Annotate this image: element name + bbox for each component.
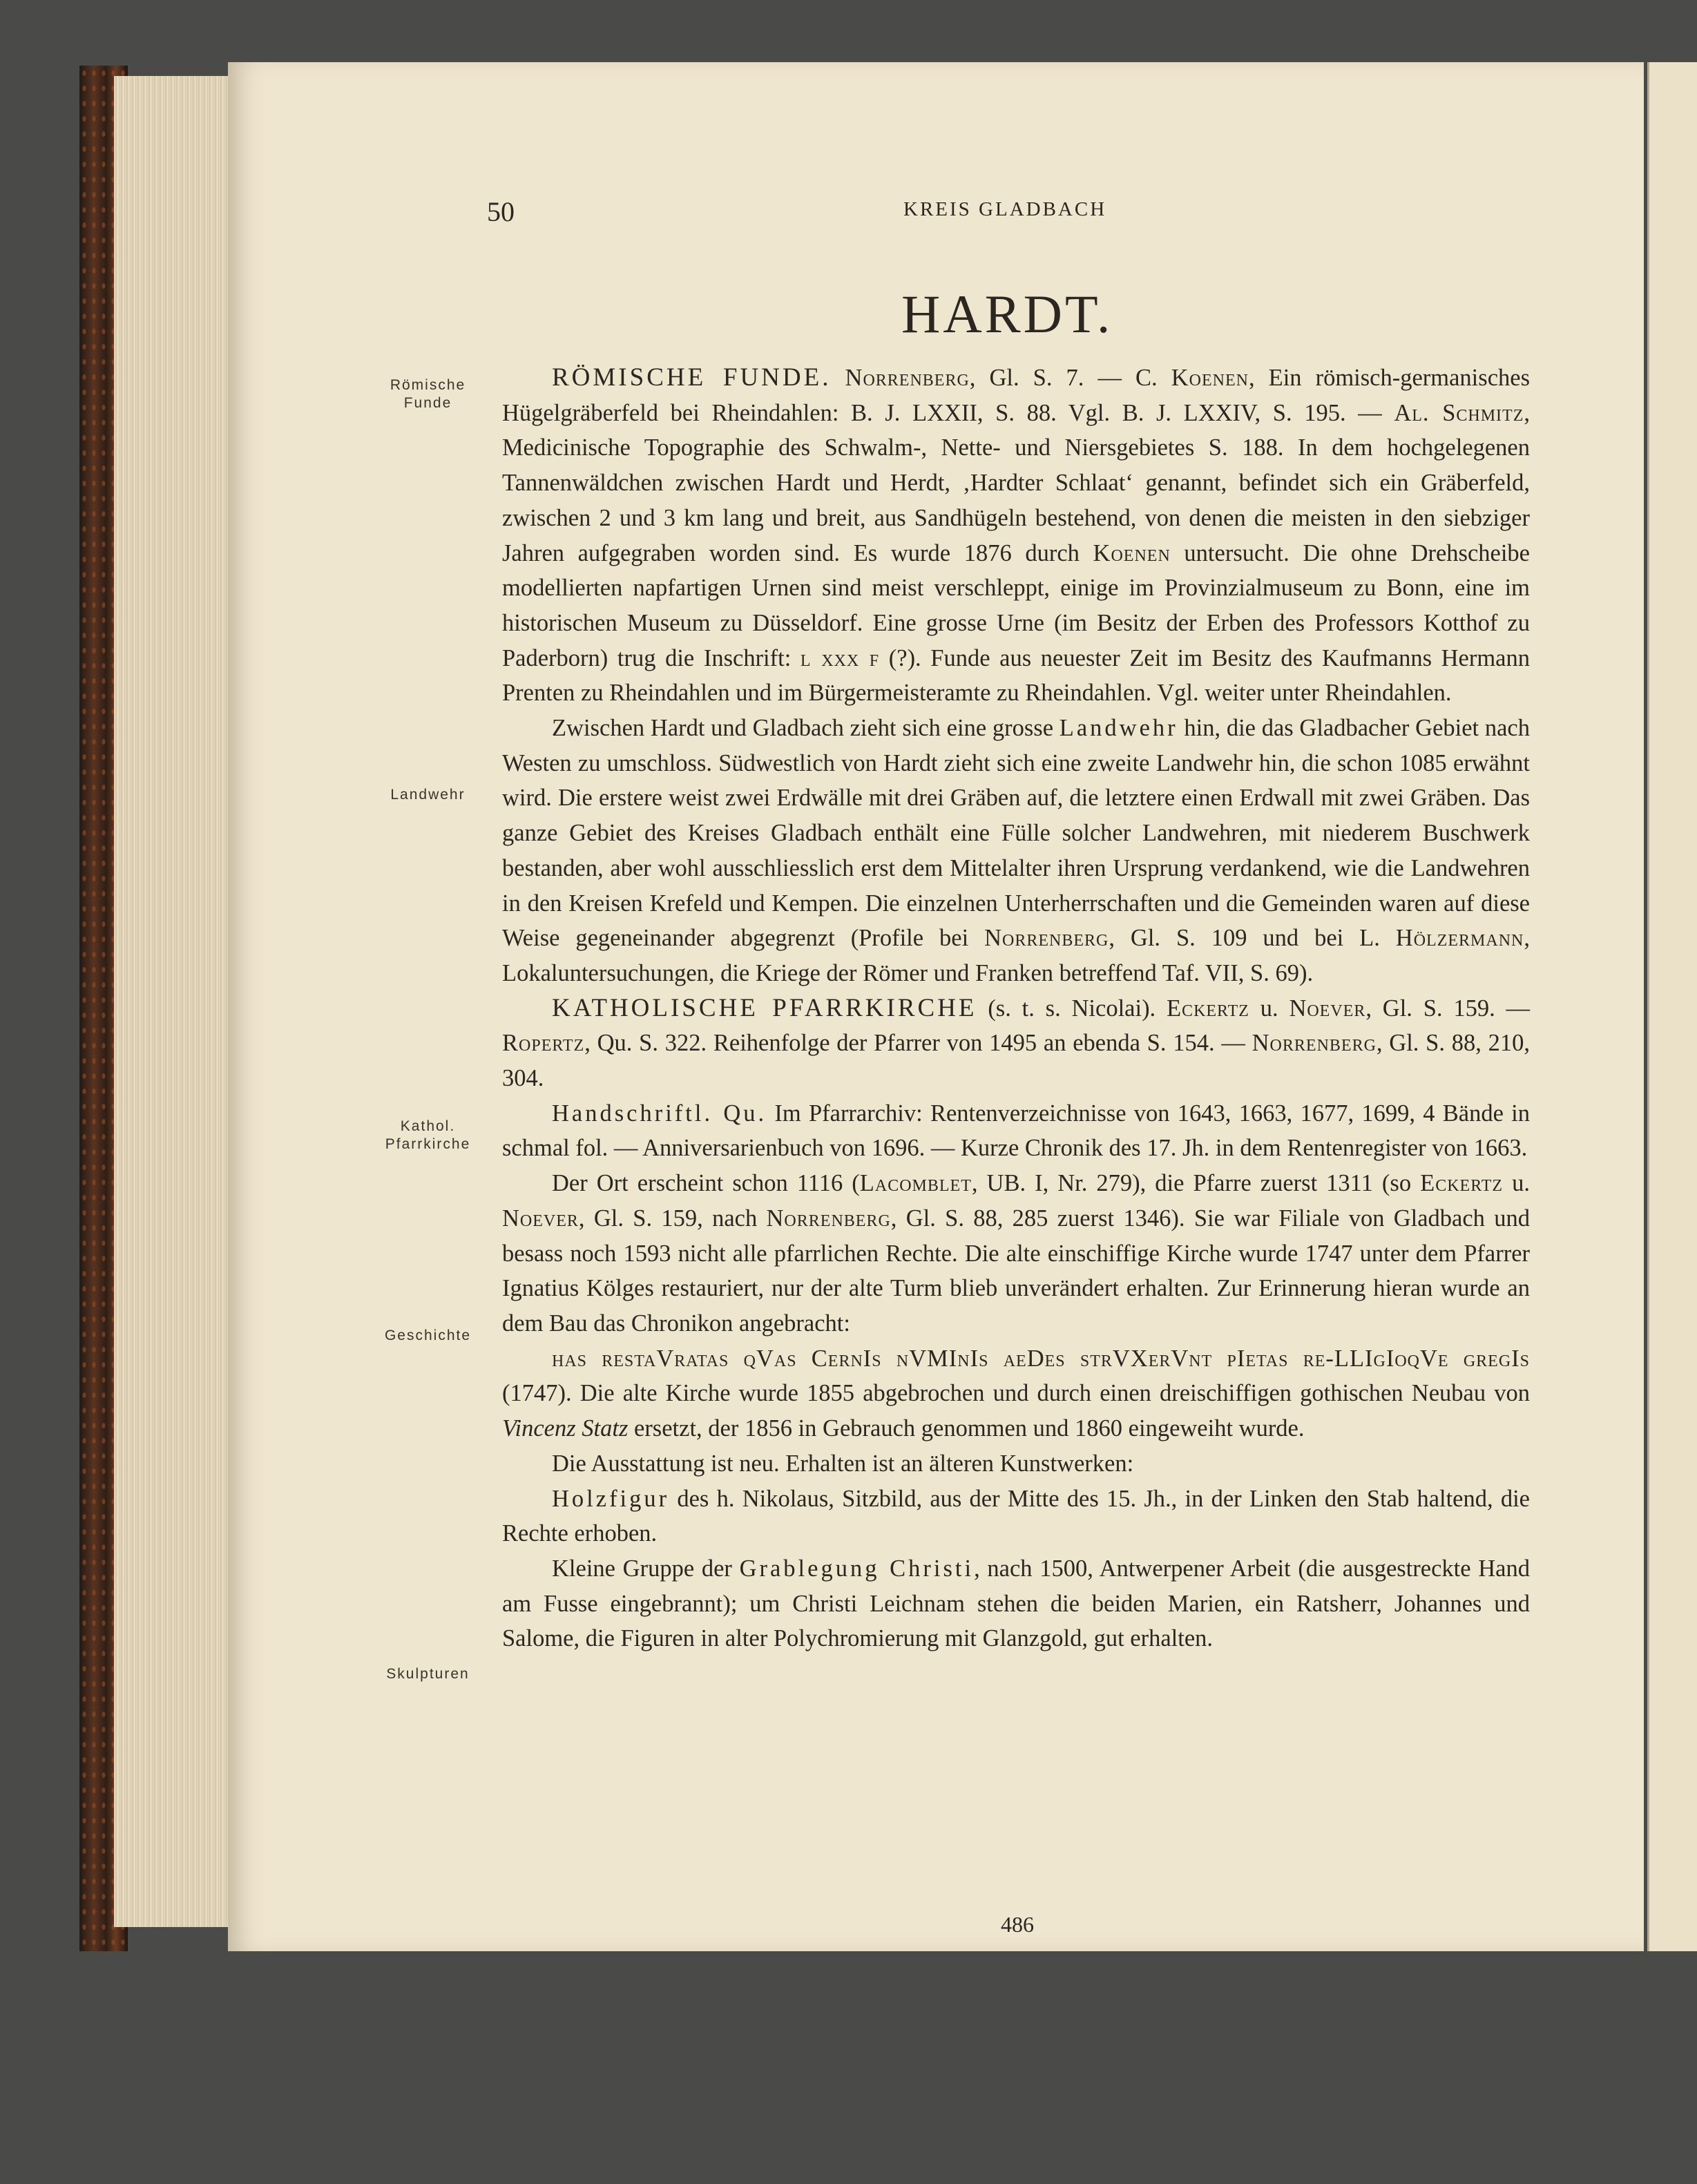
- paragraph-geschichte: [502, 1166, 1530, 1341]
- spaced-term: Landwehr: [1059, 715, 1178, 742]
- page-edges: [114, 76, 242, 1927]
- text-run: , Gl. S. 159, nach: [578, 1205, 767, 1232]
- text-run: , Ein römisch-germanisches Hügelgräberfeld bei Rheindahlen: B. J. LXXII, S. 88. Vgl. B. J. LXXIV, S. 195. —: [502, 365, 1530, 426]
- author-name: Norrenberg: [984, 925, 1109, 952]
- paragraph-quellen: [502, 1096, 1530, 1166]
- text-run: u.: [1503, 1170, 1530, 1197]
- page-number: 50: [487, 196, 515, 227]
- text-run: , Gl. S. 7. — C.: [969, 365, 1171, 391]
- paragraph-roemische-funde: [502, 361, 1530, 711]
- text-run: [831, 365, 845, 391]
- text-run: (s. t. s. Nicolai).: [977, 995, 1167, 1022]
- running-title: KREIS GLADBACH: [903, 198, 1107, 220]
- text-run: (1747). Die alte Kirche wurde 1855 abgebrochen und durch einen dreischiffigen gothischen Neubau von: [502, 1380, 1530, 1407]
- paragraph-landwehr: [502, 711, 1530, 991]
- text-run: , Medicinische Topographie des Schwalm-, Nette- und Niersgebietes S. 188. In dem hochgelegenen Tannenwäldchen zwischen Hardt und Herdt, ‚Hardter Schlaat‘ genannt, befindet sich ein Gräberfeld, zwischen 2 und 3 km lang und breit, aus Sandhügeln bestehend, von denen die meisten in den siebziger Jahren aufgegraben worden sind. Es wurde 1876 durch: [502, 399, 1530, 566]
- text-run: , Gl. S. 88, 285 zuerst 1346). Sie war Filiale von Gladbach und besass noch 1593 nicht alle pfarrlichen Rechte. Die alte einschiffige Kirche wurde 1747 unter dem Pfarrer Ignatius Kölges restauriert, nur der alte Turm blieb unverändert erhalten. Zur Erinnerung hieran wurde an dem Bau das Chronikon angebracht:: [502, 1205, 1530, 1337]
- author-name: Noever: [1289, 995, 1366, 1022]
- paragraph-ausstattung: [502, 1446, 1530, 1482]
- author-name: Norrenberg: [1252, 1030, 1377, 1057]
- author-name: Al. Schmitz: [1394, 399, 1524, 426]
- author-name: Koenen: [1093, 539, 1171, 566]
- spaced-term: Holzfigur: [552, 1485, 670, 1512]
- facing-page-edge: [1647, 62, 1697, 1951]
- margin-note-pfarrkirche: Kathol. Pfarrkirche: [385, 1118, 471, 1152]
- paragraph-pfarrkirche: [502, 991, 1530, 1096]
- paragraph-chronikon: [502, 1341, 1530, 1446]
- text-run: , UB. I, Nr. 279), die Pfarre zuerst 1311 (so: [971, 1170, 1421, 1197]
- signature-number: 486: [1001, 1912, 1034, 1937]
- paragraph-grablegung: [502, 1551, 1530, 1656]
- text-run: u.: [1249, 995, 1289, 1022]
- spaced-term: Grablegung Christi: [739, 1555, 975, 1582]
- author-name: Lacomblet: [859, 1170, 972, 1197]
- text-run: Kleine Gruppe der: [552, 1555, 740, 1582]
- text-run: , Gl. S. 109 und bei L.: [1109, 925, 1396, 952]
- author-name: Norrenberg: [845, 365, 970, 391]
- text-run: untersucht. Die ohne Drehscheibe modellierten napfartigen Urnen sind meist verschleppt, einige im Provinzialmuseum zu Bonn, eine im historischen Museum zu Düsseldorf. Eine grosse Urne (im Besitz der Erben des Professors Kotthof zu Paderborn) trug die Inschrift:: [502, 539, 1530, 671]
- author-name: Eckertz: [1420, 1170, 1504, 1197]
- text-run: Im Pfarrarchiv: Rentenverzeichnisse von 1643, 1663, 1677, 1699, 4 Bände in schmal fol. — Anniversarienbuch von 1696. — Kurze Chronik des 17. Jh. in dem Rentenregister von 1663.: [502, 1100, 1530, 1162]
- margin-note-geschichte: Geschichte: [384, 1328, 472, 1343]
- text-run: hin, die das Gladbacher Gebiet nach Westen zu umschloss. Südwestlich von Hardt zieht sich eine zweite Landwehr hin, die schon 1085 erwähnt wird. Die erstere weist zwei Erdwälle mit drei Gräben auf, die letztere einen Erdwall mit zwei Gräben. Das ganze Gebiet des Kreises Gladbach enthält eine Fülle solcher Landwehren, mit niederem Buschwerk bestanden, aber wohl ausschliesslich erst dem Mittelalter ihren Ursprung verdankend, wie die Landwehren in den Kreisen Krefeld und Kempen. Die einzelnen Unterherrschaften und die Gemeinden waren auf diese Weise gegeneinander abgegrenzt (Profile bei: [502, 715, 1530, 952]
- author-name: Koenen: [1171, 365, 1249, 391]
- text-run: , Lokaluntersuchungen, die Kriege der Römer und Franken betreffend Taf. VII, S. 69).: [502, 925, 1530, 986]
- author-name: Norrenberg: [766, 1205, 891, 1232]
- paragraph-holzfigur: [502, 1482, 1530, 1551]
- section-heading: RÖMISCHE FUNDE.: [552, 363, 832, 392]
- chronogram: has restaVratas qVas CernIs nVMInIs aeDes strVXerVnt pIetas re-LLIgIoqVe gregIs: [552, 1345, 1530, 1372]
- margin-note-roemische-funde: Römische Funde: [390, 377, 466, 411]
- text-run: , Gl. S. 159. —: [1365, 995, 1530, 1022]
- author-name: Noever: [502, 1205, 579, 1232]
- text-run: (?). Funde aus neuester Zeit im Besitz des Kaufmanns Hermann Prenten zu Rheindahlen und im Bürgermeisteramte zu Rheindahlen. Vgl. weiter unter Rheindahlen.: [502, 644, 1530, 707]
- text-run: Der Ort erscheint schon 1116 (: [552, 1170, 860, 1197]
- spaced-term: Handschriftl. Qu.: [552, 1100, 767, 1127]
- text-run: ersetzt, der 1856 in Gebrauch genommen und 1860 eingeweiht wurde.: [628, 1415, 1305, 1442]
- page-title: HARDT.: [901, 284, 1113, 344]
- text-run: , Gl. S. 88, 210, 304.: [502, 1030, 1531, 1092]
- section-heading: KATHOLISCHE PFARRKIRCHE: [552, 993, 977, 1022]
- body-text: [502, 361, 1530, 1656]
- text-run: des h. Nikolaus, Sitzbild, aus der Mitte des 15. Jh., in der Linken den Stab haltend, die Rechte erhoben.: [502, 1485, 1530, 1547]
- text-run: , Qu. S. 322. Reihenfolge der Pfarrer von 1495 an ebenda S. 154. —: [584, 1030, 1252, 1057]
- text-run: Zwischen Hardt und Gladbach zieht sich eine grosse: [552, 715, 1060, 742]
- inscription: l xxx f: [800, 644, 880, 671]
- author-name: Hölzermann: [1395, 925, 1524, 952]
- text-run: , nach 1500, Antwerpener Arbeit (die ausgestreckte Hand am Fusse eingebrannt); um Christi Leichnam stehen die beiden Marien, ein Ratsherr, Johannes und Salome, die Figuren in alter Polychromierung mit Glanzgold, gut erhalten.: [502, 1555, 1530, 1652]
- author-name: Eckertz: [1166, 995, 1249, 1022]
- margin-note-skulpturen: Skulpturen: [386, 1666, 470, 1682]
- text-run: Die Ausstattung ist neu. Erhalten ist an älteren Kunstwerken:: [552, 1450, 1134, 1477]
- margin-note-landwehr: Landwehr: [390, 787, 466, 803]
- architect-name: Vincenz Statz: [502, 1415, 629, 1442]
- author-name: Ropertz: [502, 1030, 585, 1057]
